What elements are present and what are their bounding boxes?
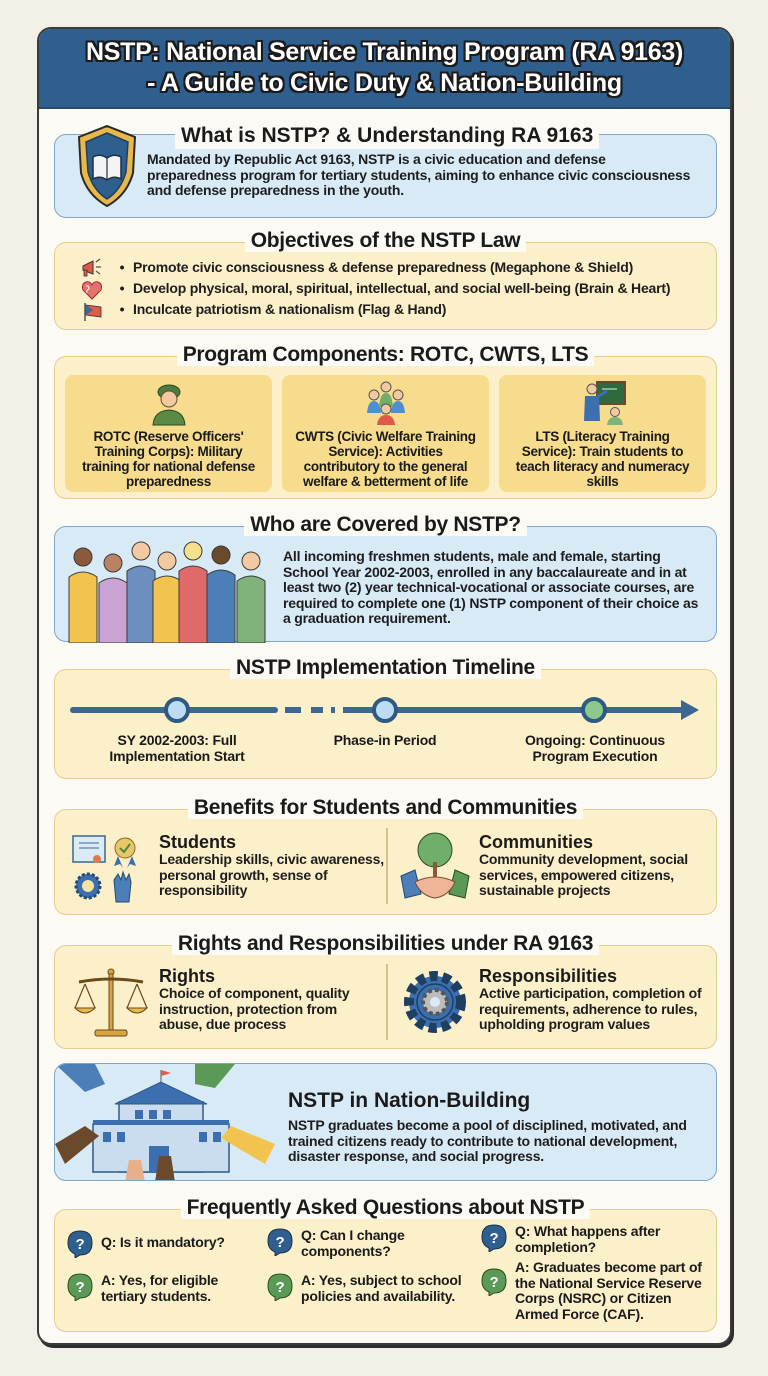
faq-answer: ? A: Graduates become part of the National Service Reserve Corps (NSRC) or Citizen Armed Force (CAF). [481,1260,713,1322]
objective-item: • Promote civic consciousness & defense preparedness (Megaphone & Shield) [119,258,634,275]
timeline-node-1 [166,699,188,721]
question-bubble-icon [267,1228,293,1256]
nation-building-body: NSTP graduates become a pool of disciplined, motivated, and trained citizens ready to contribute to national development, disaster response, and social progress. [288,1117,687,1164]
megaphone-icon [81,258,103,278]
timeline-label: SY 2002-2003: Full Implementation Start [109,732,245,764]
svg-text:?: ? [275,1234,285,1251]
timeline-node-3 [583,699,605,721]
shield-book-icon [75,123,139,209]
section-title: Objectives of the NSTP Law [245,229,527,252]
answer-bubble-icon [267,1273,293,1301]
tree-handshake-icon [399,830,471,906]
objectives-list [111,257,711,320]
scales-of-justice-icon [73,966,149,1042]
section-benefits [54,796,717,915]
responsibilities-body: Active participation, completion of requirements, adherence to rules, upholding program values [479,985,702,1032]
section-objectives [54,229,717,330]
teacher-board-icon [579,379,627,427]
section-faq [54,1196,717,1332]
benefits-communities [479,832,714,899]
section-title: Program Components: ROTC, CWTS, LTS [177,343,595,366]
component-card-rotc [65,375,272,492]
benefits-students [159,832,389,899]
communities-heading: Communities [479,832,594,852]
students-heading: Students [159,832,237,852]
infographic-card [37,27,732,1345]
section-title: Who are Covered by NSTP? [244,513,527,536]
communities-body: Community development, social services, empowered citizens, sustainable projects [479,851,688,898]
section-what-is [54,124,717,218]
objective-item: • Inculcate patriotism & nationalism (Flag & Hand) [119,300,447,317]
component-text: ROTC (Reserve Officers' Training Corps): Military training for national defense preparedness [82,429,255,489]
section-nation-building [54,1063,717,1181]
what-is-body: Mandated by Republic Act 9163, NSTP is a civic education and defense preparedness program for tertiary students, aiming to enhance civic consciousness and defense preparedness in the youth. [147,151,691,198]
page-title-line2: - A Guide to Civic Duty & Nation-Building [147,69,622,97]
faq-answer: ? A: Yes, for eligible tertiary students. [67,1273,267,1304]
section-title: What is NSTP? & Understanding RA 9163 [175,123,599,149]
section-title: Rights and Responsibilities under RA 9163 [172,932,599,955]
faq-question: ? Q: What happens after completion? [481,1224,713,1255]
section-components [54,343,717,499]
students-group-icon [61,537,276,643]
faq-question: ? Q: Is it mandatory? [67,1230,267,1258]
section-covered [54,513,717,642]
faq-answer: ? A: Yes, subject to school policies and availability. [267,1273,467,1304]
section-rights [54,932,717,1049]
rights-heading: Rights [159,966,215,986]
section-title: Frequently Asked Questions about NSTP [181,1196,591,1219]
component-card-lts [499,375,706,492]
component-text: LTS (Literacy Training Service): Train students to teach literacy and numeracy skills [515,429,690,489]
timeline-node-2 [374,699,396,721]
svg-text:?: ? [489,1230,499,1247]
timeline-label: Phase-in Period [333,732,437,748]
section-title: NSTP in Nation-Building [288,1089,531,1112]
covered-body: All incoming freshmen students, male and female, starting School Year 2002-2003, enrolled in any baccalaureate and in at least two (2) year technical-vocational or associate courses, are required to complete one (1) NSTP component of their choice as a graduation requirement. [283,548,699,626]
answer-bubble-icon [67,1273,93,1301]
objective-item: • Develop physical, moral, spiritual, intellectual, and social well-being (Brain & Heart) [119,279,671,296]
rights-body: Choice of component, quality instruction, protection from abuse, due process [159,985,350,1032]
column-divider [386,828,388,904]
community-group-icon [362,379,410,427]
section-title: Benefits for Students and Communities [188,796,583,819]
timeline-track [55,690,718,730]
students-body: Leadership skills, civic awareness, personal growth, sense of responsibility [159,851,384,898]
flag-icon [83,302,103,322]
svg-text:?: ? [75,1236,85,1253]
svg-text:?: ? [489,1274,499,1291]
rights-column [159,966,379,1033]
faq-question: ? Q: Can I change components? [267,1228,467,1259]
timeline-label: Ongoing: Continuous Program Execution [524,732,666,764]
school-building-hands-icon [55,1064,275,1181]
certificate-award-icon [71,834,141,904]
question-bubble-icon [67,1230,93,1258]
component-text: CWTS (Civic Welfare Training Service): Activities contributory to the general welfare & betterment of life [295,429,476,489]
soldier-icon [145,379,193,427]
svg-text:?: ? [75,1279,85,1296]
header-banner [39,29,730,109]
svg-text:?: ? [275,1279,285,1296]
section-timeline [54,656,717,779]
page-title-line1: NSTP: National Service Training Program (RA 9163) [85,38,684,66]
column-divider [386,964,388,1040]
question-bubble-icon [481,1224,507,1252]
component-card-cwts [282,375,489,492]
gear-icon [401,968,469,1036]
answer-bubble-icon [481,1268,507,1296]
responsibilities-heading: Responsibilities [479,966,618,986]
brain-heart-icon [81,280,103,300]
section-title: NSTP Implementation Timeline [230,656,541,679]
responsibilities-column [479,966,714,1033]
